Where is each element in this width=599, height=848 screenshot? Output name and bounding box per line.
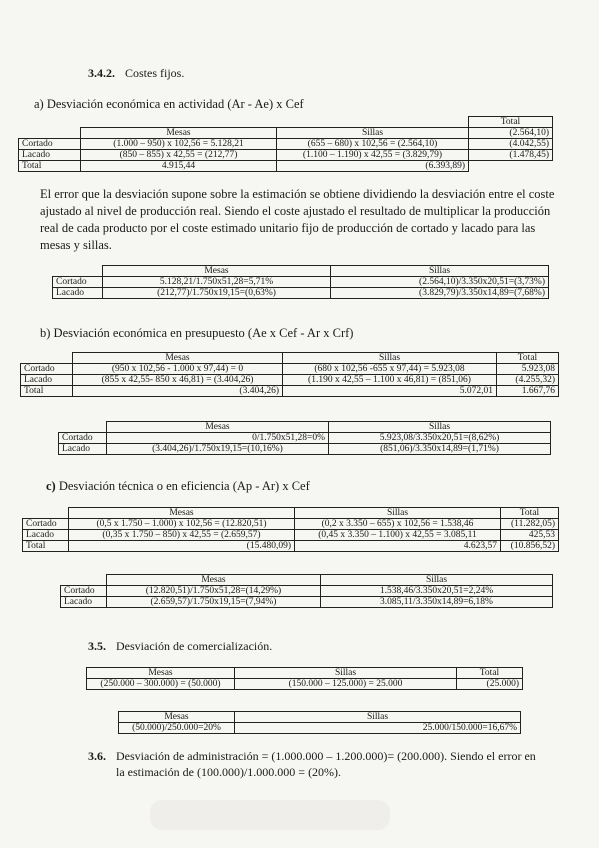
table-cell: (50.000)/250.000=20% — [119, 723, 235, 734]
table-c-error — [60, 574, 553, 608]
section-3-6-line-1: Desviación de administración = (1.000.000 – 1.200.000)= (200.000). Siendo el error en — [116, 749, 536, 763]
table-cell: 425,53 — [501, 530, 559, 541]
col-header-total: Total — [469, 117, 553, 128]
table-cell: (851,06)/3.350x14,89=(1,71%) — [329, 444, 551, 455]
col-header-total: Total — [497, 353, 559, 364]
col-header-sillas: Sillas — [329, 422, 551, 433]
table-cell: (150.000 – 125.000) = 25.000 — [235, 679, 457, 690]
table-row — [21, 386, 559, 397]
row-label: Cortado — [23, 519, 69, 530]
table-cell: (3.404,26)/1.750x19,15=(10,16%) — [107, 444, 329, 455]
section-title: Costes fijos. — [125, 66, 185, 80]
table-cell: (0,5 x 1.750 – 1.000) x 102,56 = (12.820,51) — [69, 519, 295, 530]
table-comercializacion-deviation — [86, 667, 523, 690]
table-row — [59, 444, 551, 455]
row-label: Total — [19, 161, 81, 172]
table-row — [23, 530, 559, 541]
table-cell: (655 – 680) x 102,56 = (2.564,10) — [277, 139, 469, 150]
table-row — [19, 150, 553, 161]
table-cell: (2.564,10)/3.350x20,51=(3,73%) — [331, 277, 549, 288]
table-a-deviation — [18, 116, 553, 172]
table-row — [61, 597, 553, 608]
table-cell: (855 x 42,55- 850 x 46,81) = (3.404,26) — [73, 375, 283, 386]
table-cell: (950 x 102,56 - 1.000 x 97,44) = 0 — [73, 364, 283, 375]
row-label: Cortado — [19, 139, 81, 150]
table-cell: (1.190 x 42,55 – 1.100 x 46,81) = (851,06) — [283, 375, 497, 386]
row-label: Lacado — [19, 150, 81, 161]
col-header-mesas: Mesas — [103, 266, 331, 277]
section-number: 3.6. — [88, 749, 106, 763]
table-cell: 4.915,44 — [81, 161, 277, 172]
table-cell: 4.623,57 — [295, 541, 501, 552]
table-cell: (11.282,05) — [501, 519, 559, 530]
table-row — [87, 679, 523, 690]
table-cell: 5.923,08/3.350x20,51=(8,62%) — [329, 433, 551, 444]
table-cell: (15.480,09) — [69, 541, 295, 552]
table-cell: 5.923,08 — [497, 364, 559, 375]
table-b-error — [58, 421, 551, 455]
table-cell: (2.564,10) — [469, 128, 553, 139]
table-row — [119, 723, 521, 734]
col-header-mesas: Mesas — [119, 712, 235, 723]
row-label: Lacado — [53, 288, 103, 299]
table-cell: 3.085,11/3.350x14,89=6,18% — [321, 597, 553, 608]
row-label: Cortado — [53, 277, 103, 288]
table-cell: (10.856,52) — [501, 541, 559, 552]
col-header-sillas: Sillas — [235, 668, 457, 679]
col-header-sillas: Sillas — [277, 128, 469, 139]
table-row — [19, 139, 553, 150]
table-row — [61, 586, 553, 597]
table-comercializacion-error — [118, 711, 521, 734]
table-cell: (0,2 x 3.350 – 655) x 102,56 = 1.538,46 — [295, 519, 501, 530]
table-row — [59, 433, 551, 444]
row-label: Lacado — [23, 530, 69, 541]
table-cell: (2.659,57)/1.750x19,15=(7,94%) — [107, 597, 321, 608]
row-label: Total — [23, 541, 69, 552]
table-row — [53, 277, 549, 288]
table-row — [23, 541, 559, 552]
col-header-total: Total — [501, 508, 559, 519]
col-header-mesas: Mesas — [69, 508, 295, 519]
row-label: Lacado — [61, 597, 107, 608]
table-cell: (680 x 102,56 -655 x 97,44) = 5.923,08 — [283, 364, 497, 375]
section-title: Desviación de comercialización. — [116, 639, 273, 653]
col-header-sillas: Sillas — [331, 266, 549, 277]
table-cell: (0,35 x 1.750 – 850) x 42,55 = (2.659,57) — [69, 530, 295, 541]
col-header-sillas: Sillas — [295, 508, 501, 519]
table-a-error — [52, 265, 549, 299]
col-header-sillas: Sillas — [235, 712, 521, 723]
section-3-6-line-2: la estimación de (100.000)/1.000.000 = (20%). — [116, 765, 342, 779]
heading-c-letter: c) — [46, 479, 56, 493]
table-cell: (1.478,45) — [469, 150, 553, 161]
table-cell: 25.000/150.000=16,67% — [235, 723, 521, 734]
table-cell: (4.042,55) — [469, 139, 553, 150]
section-3-5-heading — [88, 639, 272, 654]
row-label: Total — [21, 386, 73, 397]
table-cell: (12.820,51)/1.750x51,28=(14,29%) — [107, 586, 321, 597]
table-cell: 1.667,76 — [497, 386, 559, 397]
table-cell: 5.128,21/1.750x51,28=5,71% — [103, 277, 331, 288]
col-header-sillas: Sillas — [321, 575, 553, 586]
col-header-total: Total — [457, 668, 523, 679]
row-label: Cortado — [61, 586, 107, 597]
explanation-paragraph: El error que la desviación supone sobre la estimación se obtiene dividiendo la desviación entre el coste ajustado al nivel de producción real. Siendo el coste ajustado el resultado de multiplicar la producción real de cada producto por el coste estimado unitario fijo de producción de cortado y lacado para las mesas y sillas. — [40, 187, 555, 252]
col-header-mesas: Mesas — [107, 422, 329, 433]
col-header-mesas: Mesas — [81, 128, 277, 139]
table-cell: (250.000 – 300.000) = (50.000) — [87, 679, 235, 690]
table-cell: (212,77)/1.750x19,15=(0,63%) — [103, 288, 331, 299]
table-cell: (3.404,26) — [73, 386, 283, 397]
table-row — [21, 375, 559, 386]
table-row — [21, 364, 559, 375]
heading-b: b) Desviación económica en presupuesto (Ae x Cef - Ar x Crf) — [40, 326, 354, 340]
row-label: Lacado — [59, 444, 107, 455]
table-cell: (25.000) — [457, 679, 523, 690]
scan-smudge — [150, 800, 390, 830]
row-label: Cortado — [59, 433, 107, 444]
table-cell: (1.000 – 950) x 102,56 = 5.128,21 — [81, 139, 277, 150]
col-header-mesas: Mesas — [107, 575, 321, 586]
table-b-deviation — [20, 352, 559, 397]
table-cell: (4.255,32) — [497, 375, 559, 386]
section-3-6 — [88, 748, 568, 780]
table-cell: (3.829,79)/3.350x14,89=(7,68%) — [331, 288, 549, 299]
table-cell: 5.072,01 — [283, 386, 497, 397]
table-cell: (6.393,89) — [277, 161, 469, 172]
col-header-mesas: Mesas — [87, 668, 235, 679]
col-header-mesas: Mesas — [73, 353, 283, 364]
heading-c — [46, 479, 310, 494]
col-header-sillas: Sillas — [283, 353, 497, 364]
row-label: Lacado — [21, 375, 73, 386]
table-cell: 1.538,46/3.350x20,51=2,24% — [321, 586, 553, 597]
heading-c-title: Desviación técnica o en eficiencia (Ap - Ar) x Cef — [55, 479, 310, 493]
section-number: 3.5. — [88, 639, 106, 653]
table-cell: 0/1.750x51,28=0% — [107, 433, 329, 444]
table-row — [23, 519, 559, 530]
table-row — [53, 288, 549, 299]
table-cell: (0,45 x 3.350 – 1.100) x 42,55 = 3.085,11 — [295, 530, 501, 541]
section-3-4-2-heading — [88, 66, 184, 81]
table-row — [19, 161, 553, 172]
table-cell: (850 – 855) x 42,55 = (212,77) — [81, 150, 277, 161]
table-cell: (1.100 – 1.190) x 42,55 = (3.829,79) — [277, 150, 469, 161]
heading-a: a) Desviación económica en actividad (Ar - Ae) x Cef — [34, 97, 304, 111]
table-c-deviation — [22, 507, 559, 552]
row-label: Cortado — [21, 364, 73, 375]
section-number: 3.4.2. — [88, 66, 115, 80]
